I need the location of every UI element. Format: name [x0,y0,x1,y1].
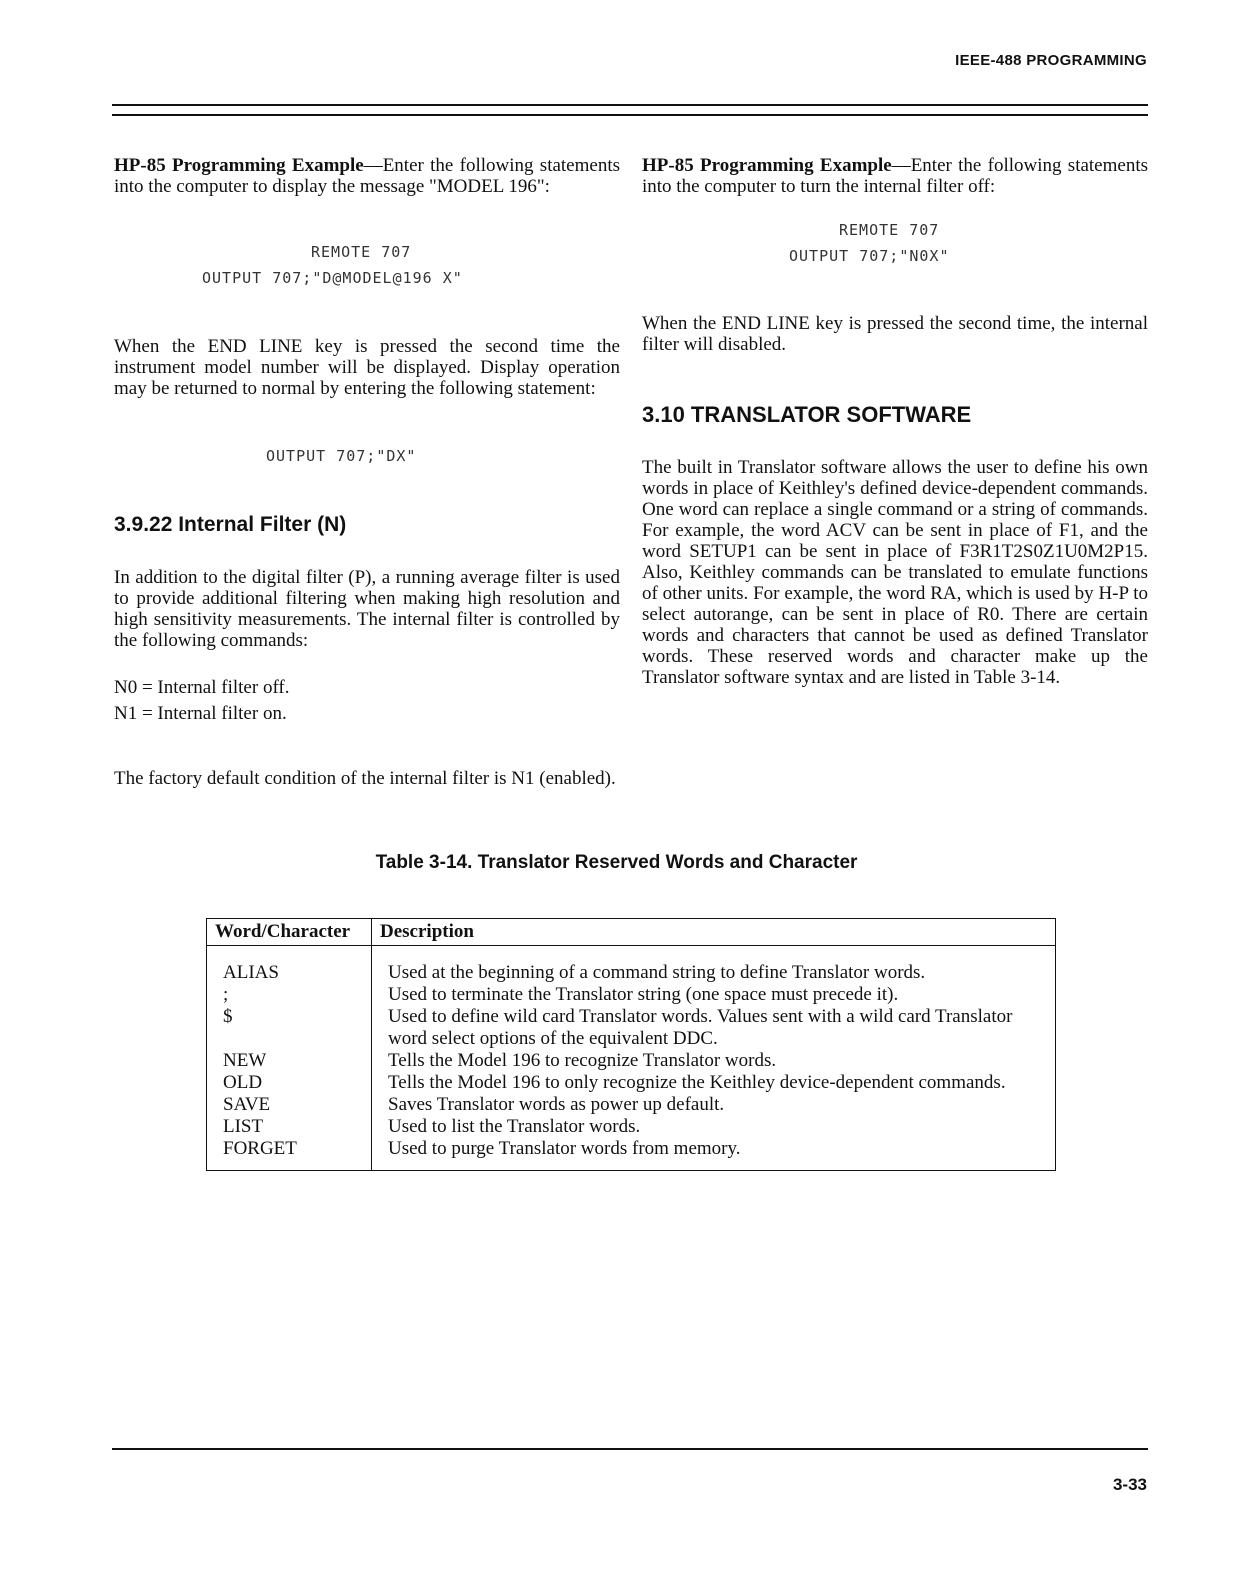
left-code-output-dx: OUTPUT 707;"DX" [266,447,417,465]
right-example-paragraph [642,155,1148,197]
word-cell: NEW [207,1050,372,1072]
section-heading-internal-filter: 3.9.22 Internal Filter (N) [114,513,347,536]
description-cell: Saves Translator words as power up default. [372,1094,1056,1116]
left-example-paragraph [114,155,620,197]
right-example-text: —Enter the following statements into the computer to turn the internal filter off: [642,155,1149,197]
reserved-words-table [206,918,1056,1171]
description-cell: Used to purge Translator words from memory. [372,1138,1056,1171]
factory-default-paragraph: The factory default condition of the internal filter is N1 (enabled). [114,768,616,789]
translator-paragraph: The built in Translator software allows the user to define his own words in place of Keithley's defined device-dependent commands. One word can replace a single command or a string of commands. For example, the word ACV can be sent in place of F1, and the word SETUP1 can be sent in place of F3R1T2S0Z1U0M2P15. Also, Keithley commands can be translated to emulate functions of other units. For example, the word RA, which is used by H-P to select autorange, can be sent in place of R0. There are certain words and characters that cannot be used as defined Translator words. These reserved words and character make up the Translator software syntax and are listed in Table 3-14. [642,457,1148,688]
description-cell: Tells the Model 196 to recognize Translator words. [372,1050,1056,1072]
right-end-line-paragraph: When the END LINE key is pressed the second time, the internal filter will disabled. [642,313,1148,355]
table-row [207,1138,1056,1171]
description-cell: Used to list the Translator words. [372,1116,1056,1138]
column-header-word: Word/Character [207,919,372,946]
left-code-output-model: OUTPUT 707;"D@MODEL@196 X" [202,269,463,287]
description-cell: Used to terminate the Translator string (one space must precede it). [372,984,1056,1006]
description-cell: Used at the beginning of a command string to define Translator words. [372,946,1056,985]
table-row [207,1116,1056,1138]
table-caption: Table 3-14. Translator Reserved Words and Character [375,852,858,873]
word-cell: ALIAS [207,946,372,985]
internal-filter-paragraph: In addition to the digital filter (P), a running average filter is used to provide additional filtering when making high resolution and high sensitivity measurements. The internal filter is controlled by the following commands: [114,567,620,651]
description-cell: Used to define wild card Translator words. Values sent with a wild card Translator word select options of the equivalent DDC. [372,1006,1056,1050]
word-cell: ; [207,984,372,1006]
running-header: IEEE-488 PROGRAMMING [955,52,1147,69]
table-row [207,984,1056,1006]
command-n0: N0 = Internal filter off. [114,677,290,698]
right-example-lead: HP-85 Programming Example [642,155,892,176]
header-rule-top [112,104,1148,106]
table-row [207,1006,1056,1050]
header-rule-bottom [112,114,1148,116]
word-cell: SAVE [207,1094,372,1116]
page-number: 3-33 [1112,1475,1147,1494]
table-header-row [207,919,1056,946]
word-cell: OLD [207,1072,372,1094]
right-code-remote: REMOTE 707 [839,221,940,239]
word-cell: LIST [207,1116,372,1138]
table-row [207,1072,1056,1094]
section-heading-translator: 3.10 TRANSLATOR SOFTWARE [642,402,972,427]
left-end-line-paragraph: When the END LINE key is pressed the second time the instrument model number will be displayed. Display operation may be returned to normal by entering the following statement: [114,336,620,399]
table-row [207,1050,1056,1072]
word-cell: FORGET [207,1138,372,1171]
left-code-remote: REMOTE 707 [311,243,412,261]
right-code-output-filter: OUTPUT 707;"N0X" [789,247,950,265]
command-n1: N1 = Internal filter on. [114,703,287,724]
footer-rule [112,1448,1148,1450]
left-example-text: —Enter the following statements into the computer to display the message "MODEL 196": [114,155,621,197]
description-cell: Tells the Model 196 to only recognize the Keithley device-dependent commands. [372,1072,1056,1094]
table-row [207,946,1056,985]
left-example-lead: HP-85 Programming Example [114,155,364,176]
column-header-description: Description [372,919,1056,946]
word-cell: $ [207,1006,372,1050]
table-row [207,1094,1056,1116]
